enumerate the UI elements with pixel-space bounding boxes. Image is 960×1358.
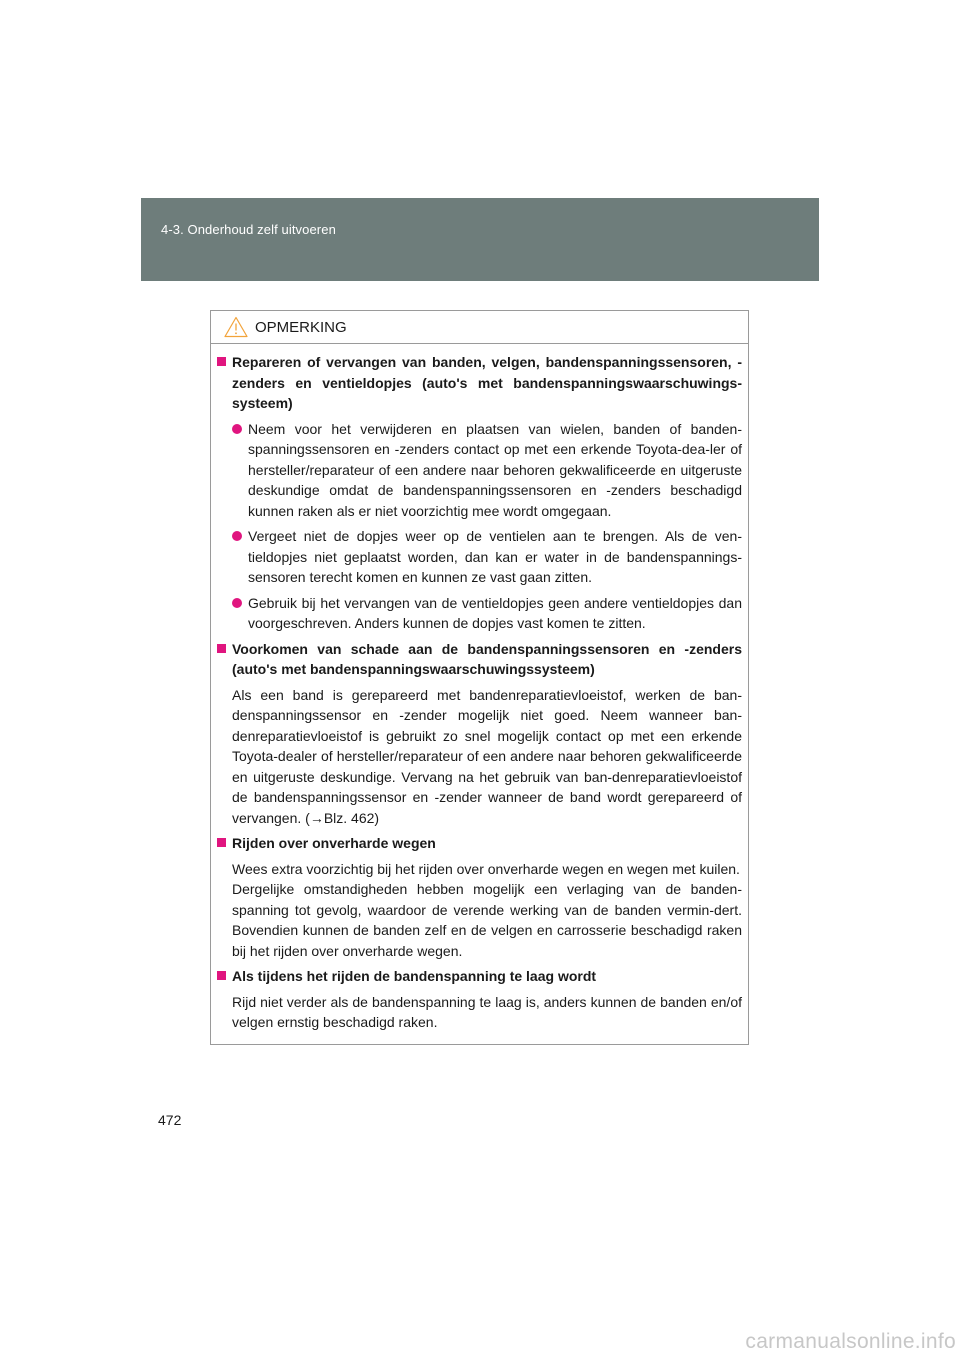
section-heading: Voorkomen van schade aan de bandenspanningssensoren en -zenders (auto's met bandenspanningswaarschuwingssysteem) [232,640,742,677]
round-bullet-icon [232,598,242,608]
square-bullet-icon [217,838,226,847]
section-heading: Repareren of vervangen van banden, velgen, bandenspanningssensoren, -zenders en ventieldopjes (auto's met bandenspanningswaarschuwings-systeem) [232,354,742,411]
page-number: 472 [158,1112,182,1128]
section-paragraph-line: Wees extra voorzichtig bij het rijden over onverharde wegen en wegen met kuilen. [232,860,740,877]
watermark: carmanualsonline.info [745,1330,956,1353]
notice-box [210,310,749,1045]
square-bullet-icon [217,971,226,980]
notice-section [216,833,742,961]
notice-section [216,966,742,1033]
bullet-text: Gebruik bij het vervangen van de ventieldopjes geen andere ventieldopjes dan voorgeschreven. Anders kunnen de dopjes vast komen te zitten. [248,594,742,631]
notice-section [216,352,742,634]
notice-label: OPMERKING [255,319,347,336]
round-bullet-icon [232,424,242,434]
section-heading: Als tijdens het rijden de bandenspanning te laag wordt [232,968,597,984]
square-bullet-icon [217,357,226,366]
square-bullet-icon [217,644,226,653]
bullet-text: Neem voor het verwijderen en plaatsen van wielen, banden of banden-spanningssensoren en -zenders contact op met een erkende Toyota-dea-ler of hersteller/reparateur of een andere naar behoren gekwalificeerde en uitgeruste deskundige omdat de bandenspanningssensoren en -zenders beschadigd kunnen raken als er niet voorzichtig mee wordt omgegaan. [248,420,742,519]
section-header-band [141,198,819,281]
section-title: 4-3. Onderhoud zelf uitvoeren [161,222,336,237]
notice-body [211,344,748,1033]
section-heading: Rijden over onverharde wegen [232,835,436,851]
bullet-text: Vergeet niet de dopjes weer op de ventielen aan te brengen. Als de ven-tieldopjes niet geplaatst worden, dan kan er water in de bandenspannings-sensoren terecht komen en kunnen ze vast gaan zitten. [248,528,742,585]
notice-header [211,311,748,344]
notice-section [216,639,742,829]
section-paragraph: Als een band is gerepareerd met bandenreparatievloeistof, werken de ban-denspanningssensor en -zender mogelijk niet goed. Neem wanneer ban-denreparatievloeistof is gebruikt zo snel mogelijk contact op met een erkende Toyota-dealer of hersteller/reparateur of een andere naar behoren gekwalificeerde en uitgeruste deskundige. Vervang na het gebruik van ban-denreparatievloeistof de bandenspanningssensor en -zender wanneer de band wordt gerepareerd of vervangen. (→Blz. 462) [232,686,742,826]
section-paragraph-line: Dergelijke omstandigheden hebben mogelijk een verlaging van de banden-spanning tot gevolg, waardoor de verende werking van de banden vermin-dert. Bovendien kunnen de banden zelf en de velgen en carrosserie beschadigd raken bij het rijden over onverharde wegen. [232,881,742,959]
section-paragraph: Rijd niet verder als de bandenspanning te laag is, anders kunnen de banden en/of velgen ernstig beschadigd raken. [232,993,742,1030]
warning-triangle-icon [224,316,248,338]
round-bullet-icon [232,531,242,541]
